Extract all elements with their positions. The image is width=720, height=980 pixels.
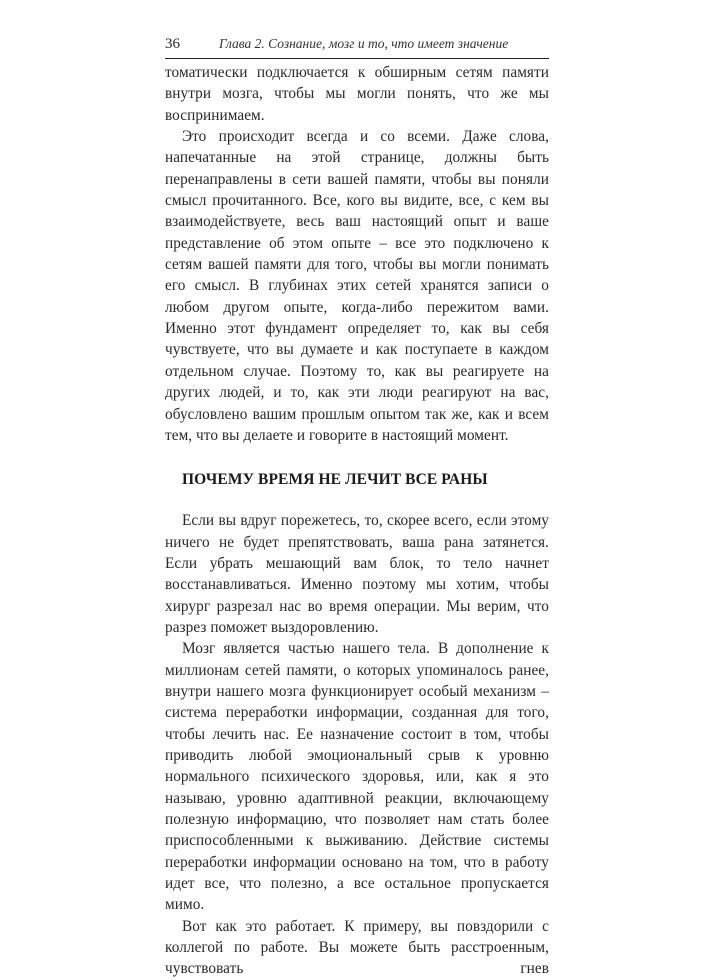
paragraph: Мозг является частью нашего тела. В дополнение к миллионам сетей памяти, о которых упоминалось ранее, внутри нашего мозга функционирует особый механизм – система переработки информации, созданная для того, чтобы лечить нас. Ее назначение состоит в том, чтобы приводить любой эмоциональный срыв к уровню нормального психического здоровья, или, как я это называю, уровню адаптивной реакции, включающему полезную информацию, что позволяет нам стать более приспособленными к выживанию. Действие системы переработки информации основано на том, что в работу идет все, что полезно, а все остальное пропускается мимо. (165, 640, 549, 914)
page-number: 36 (165, 36, 180, 52)
book-page (165, 36, 549, 980)
paragraph: Если вы вдруг порежетесь, то, скорее всего, если этому ничего не будет препятствовать, ваша рана затянется. Если убрать мешающий вам блок, то тело начнет восстанавливаться. Именно поэтому мы хотим, чтобы хирург разрезал нас во время операции. Мы верим, что разрез поможет выздоровлению. (165, 512, 549, 636)
paragraph: Это происходит всегда и со всеми. Даже слова, напечатанные на этой странице, должны быть перенаправлены в сети вашей памяти, чтобы вы поняли смысл прочитанного. Все, кого вы видите, все, с кем вы взаимодействуете, весь ваш настоящий опыт и ваше представление об этом опыте – все это подключено к сетям вашей памяти для того, чтобы вы могли понимать его смысл. В глубинах этих сетей хранятся записи о любом другом опыте, когда-либо пережитом вами. Именно этот фундамент определяет то, как вы себя чувствуете, что вы думаете и как поступаете в каждом отдельном случае. Поэтому то, как вы реагируете на других людей, и то, как эти люди реагируют на вас, обусловлено вашим прошлым опытом так же, как и всем тем, что вы делаете и говорите в настоящий момент. (165, 128, 549, 444)
chapter-title: Глава 2. Сознание, мозг и то, что имеет значение (219, 36, 509, 51)
paragraph: томатически подключается к обширным сетям памяти внутри мозга, чтобы мы могли понять, что же мы воспринимаем. (165, 64, 549, 124)
paragraph: Вот как это работает. К примеру, вы повздорили с коллегой по работе. Вы можете быть расстроенным, чувствовать гнев (165, 917, 549, 978)
section-heading: ПОЧЕМУ ВРЕМЯ НЕ ЛЕЧИТ ВСЕ РАНЫ (182, 471, 488, 489)
page-body (165, 62, 549, 980)
running-head (165, 36, 549, 59)
